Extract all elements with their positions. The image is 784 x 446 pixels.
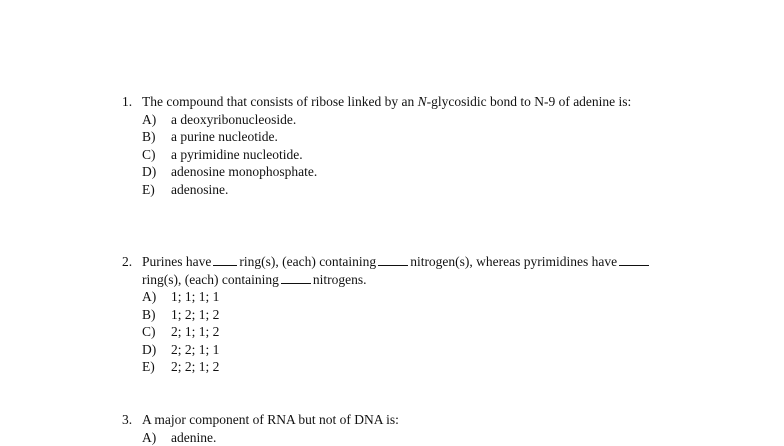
answer-blank: [213, 253, 237, 266]
answer-option-b: B) a purine nucleotide.: [142, 128, 682, 146]
answer-option-c: C) a pyrimidine nucleotide.: [142, 146, 682, 164]
answer-options: [142, 111, 682, 199]
answer-option-e: E) adenosine.: [142, 181, 682, 199]
question-text: The compound that consists of ribose linked by an N-glycosidic bond to N-9 of adenine is:: [142, 93, 682, 111]
question-2: [122, 253, 682, 376]
answer-option-c: C) 2; 1; 1; 2: [142, 323, 682, 341]
answer-option-a: A) a deoxyribonucleoside.: [142, 111, 682, 129]
answer-options: [142, 288, 682, 376]
answer-blank: [619, 253, 649, 266]
question-text: A major component of RNA but not of DNA is:: [142, 411, 682, 429]
answer-option-d: D) 2; 2; 1; 1: [142, 341, 682, 359]
answer-option-b: B) 1; 2; 1; 2: [142, 306, 682, 324]
answer-blank: [378, 253, 408, 266]
question-text: Purines have ring(s), (each) containing nitrogen(s), whereas pyrimidines havering(s), (each) containing nitrogens.: [142, 253, 682, 288]
answer-option-e: E) 2; 2; 1; 2: [142, 358, 682, 376]
question-1: [122, 93, 682, 198]
answer-blank: [281, 271, 311, 284]
answer-option-d: D) adenosine monophosphate.: [142, 163, 682, 181]
answer-options: [142, 429, 682, 446]
question-number: 3.: [122, 411, 142, 429]
question-number: 1.: [122, 93, 142, 111]
answer-option-a: A) adenine.: [142, 429, 682, 446]
question-number: 2.: [122, 253, 142, 288]
answer-option-a: A) 1; 1; 1; 1: [142, 288, 682, 306]
